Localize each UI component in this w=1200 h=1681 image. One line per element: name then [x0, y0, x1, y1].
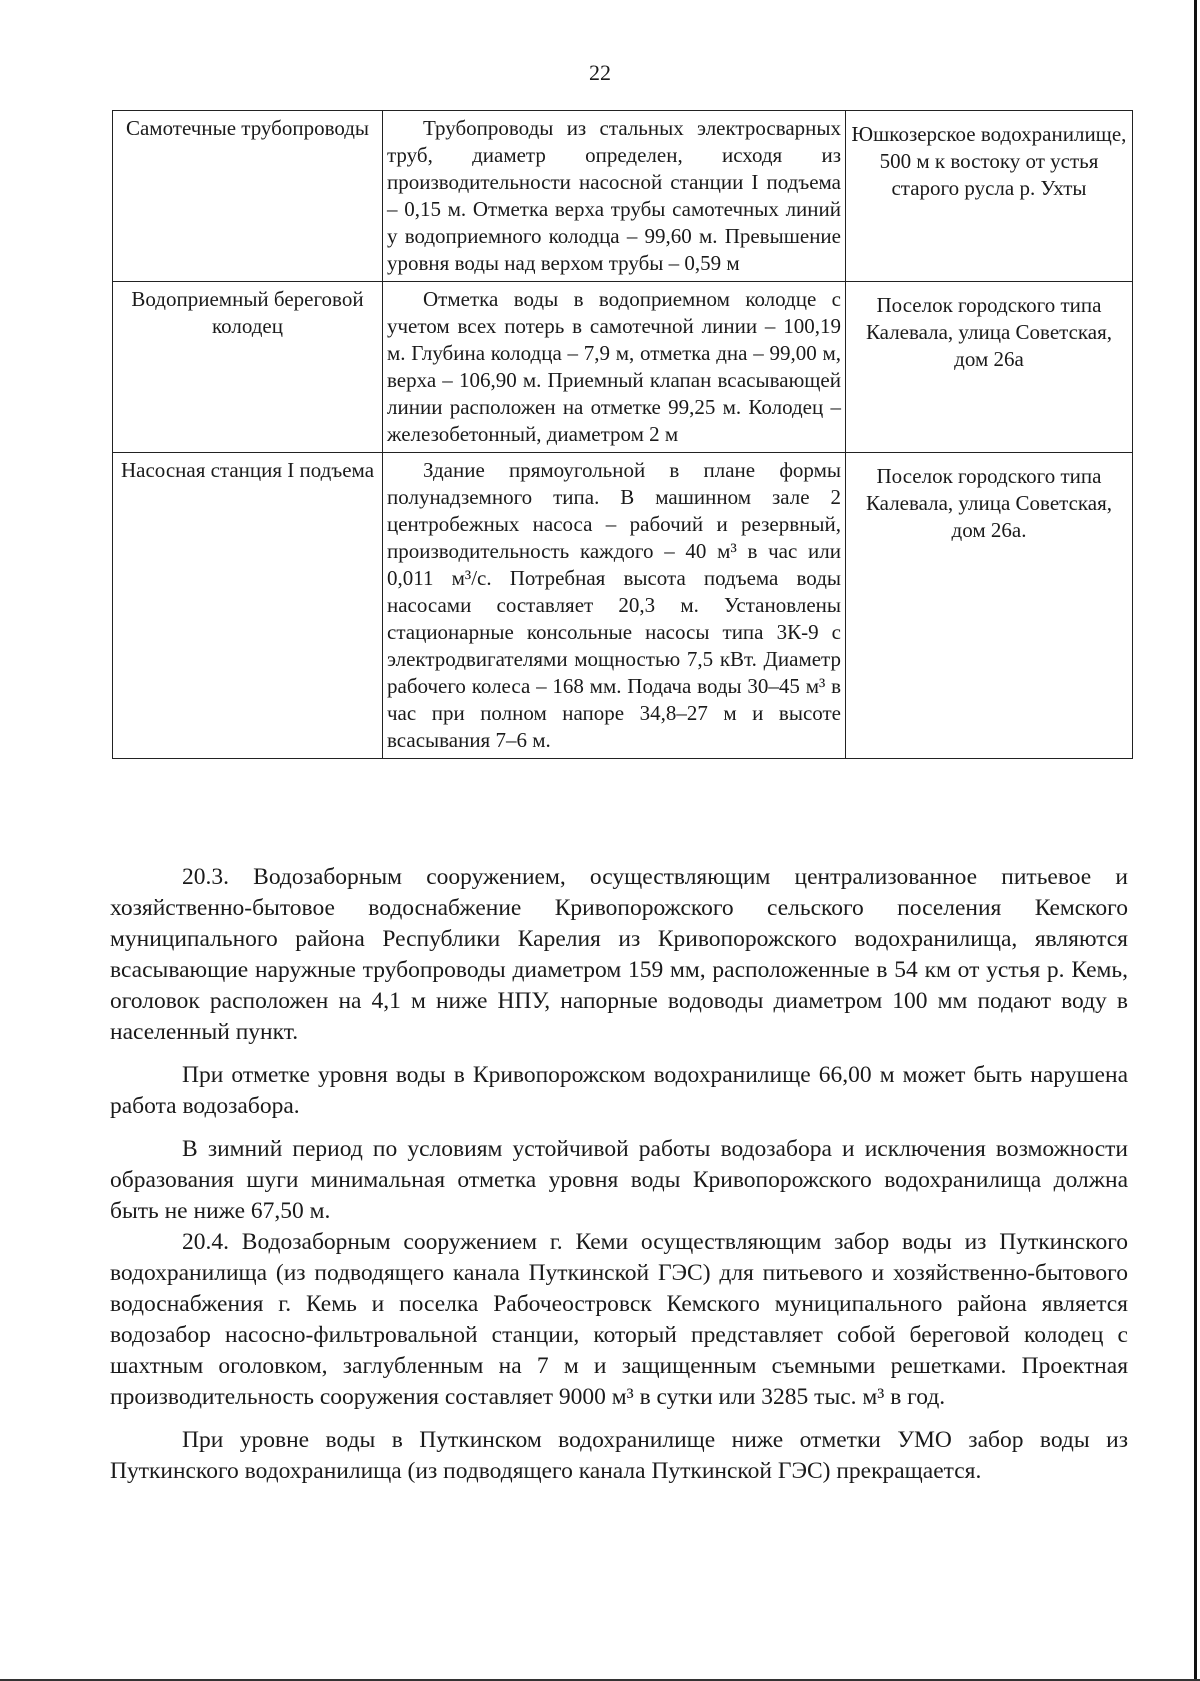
facility-location: Юшкозерское водохранилище, 500 м к востоку от устья старого русла р. Ухты — [846, 111, 1133, 282]
paragraph: При уровне воды в Путкинском водохранилище ниже отметки УМО забор воды из Путкинского водохранилища (из подводящего канала Путкинской ГЭС) прекращается. — [110, 1427, 1128, 1484]
facility-description: Трубопроводы из стальных электросварных труб, диаметр определен, исходя из производительности насосной станции I подъема – 0,15 м. Отметка верха трубы самотечных линий у водоприемного колодца – 99,60 м. Превышение уровня воды над верхом трубы – 0,59 м — [383, 111, 846, 282]
table-row — [113, 282, 1133, 453]
table-row — [113, 111, 1133, 282]
paragraph: При отметке уровня воды в Кривопорожском водохранилище 66,00 м может быть нарушена работа водозабора. — [110, 1062, 1128, 1119]
scan-edge-line — [1194, 0, 1197, 1681]
table-row — [113, 453, 1133, 759]
body-text — [110, 862, 1128, 1487]
facility-description: Отметка воды в водоприемном колодце с учетом всех потерь в самотечной линии – 100,19 м. Глубина колодца – 7,9 м, отметка дна – 99,00 м, верха – 106,90 м. Приемный клапан всасывающей линии расположен на отметке 99,25 м. Колодец – железобетонный, диаметром 2 м — [383, 282, 846, 453]
paragraph: 20.4. Водозаборным сооружением г. Кеми осуществляющим забор воды из Путкинского водохранилища (из подводящего канала Путкинской ГЭС) для питьевого и хозяйственно-бытового водоснабжения г. Кемь и поселка Рабочеостровск Кемского муниципального района является водозабор насосно-фильтровальной станции, который представляет собой береговой колодец с шахтным оголовком, заглубленным на 7 м и защищенным съемными решетками. Проектная производительность сооружения составляет 9000 м³ в сутки или 3285 тыс. м³ в год. — [110, 1229, 1128, 1410]
facility-name: Насосная станция I подъема — [113, 453, 383, 759]
page-number: 22 — [589, 60, 611, 85]
facility-name: Водоприемный береговой колодец — [113, 282, 383, 453]
facility-description: Здание прямоугольной в плане формы полунадземного типа. В машинном зале 2 центробежных насоса – рабочий и резервный, производительность каждого – 40 м³ в час или 0,011 м³/с. Потребная высота подъема воды насосами составляет 20,3 м. Установлены стационарные консольные насосы типа 3К-9 с электродвигателями мощностью 7,5 кВт. Диаметр рабочего колеса – 168 мм. Подача воды 30–45 м³ в час при полном напоре 34,8–27 м и высоте всасывания 7–6 м. — [383, 453, 846, 759]
paragraph: В зимний период по условиям устойчивой работы водозабора и исключения возможности образования шуги минимальная отметка уровня воды Кривопорожского водохранилища должна быть не ниже 67,50 м. — [110, 1136, 1128, 1224]
facility-name: Самотечные трубопроводы — [113, 111, 383, 282]
facility-location: Поселок городского типа Калевала, улица Советская, дом 26а — [846, 282, 1133, 453]
facility-location: Поселок городского типа Калевала, улица Советская, дом 26а. — [846, 453, 1133, 759]
paragraph: 20.3. Водозаборным сооружением, осуществляющим централизованное питьевое и хозяйственно-бытовое водоснабжение Кривопорожского сельского поселения Кемского муниципального района Республики Карелия из Кривопорожского водохранилища, являются всасывающие наружные трубопроводы диаметром 159 мм, расположенные в 54 км от устья р. Кемь, оголовок расположен на 4,1 м ниже НПУ, напорные водоводы диаметром 100 мм подают воду в населенный пункт. — [110, 864, 1128, 1045]
facilities-table — [112, 110, 1133, 759]
